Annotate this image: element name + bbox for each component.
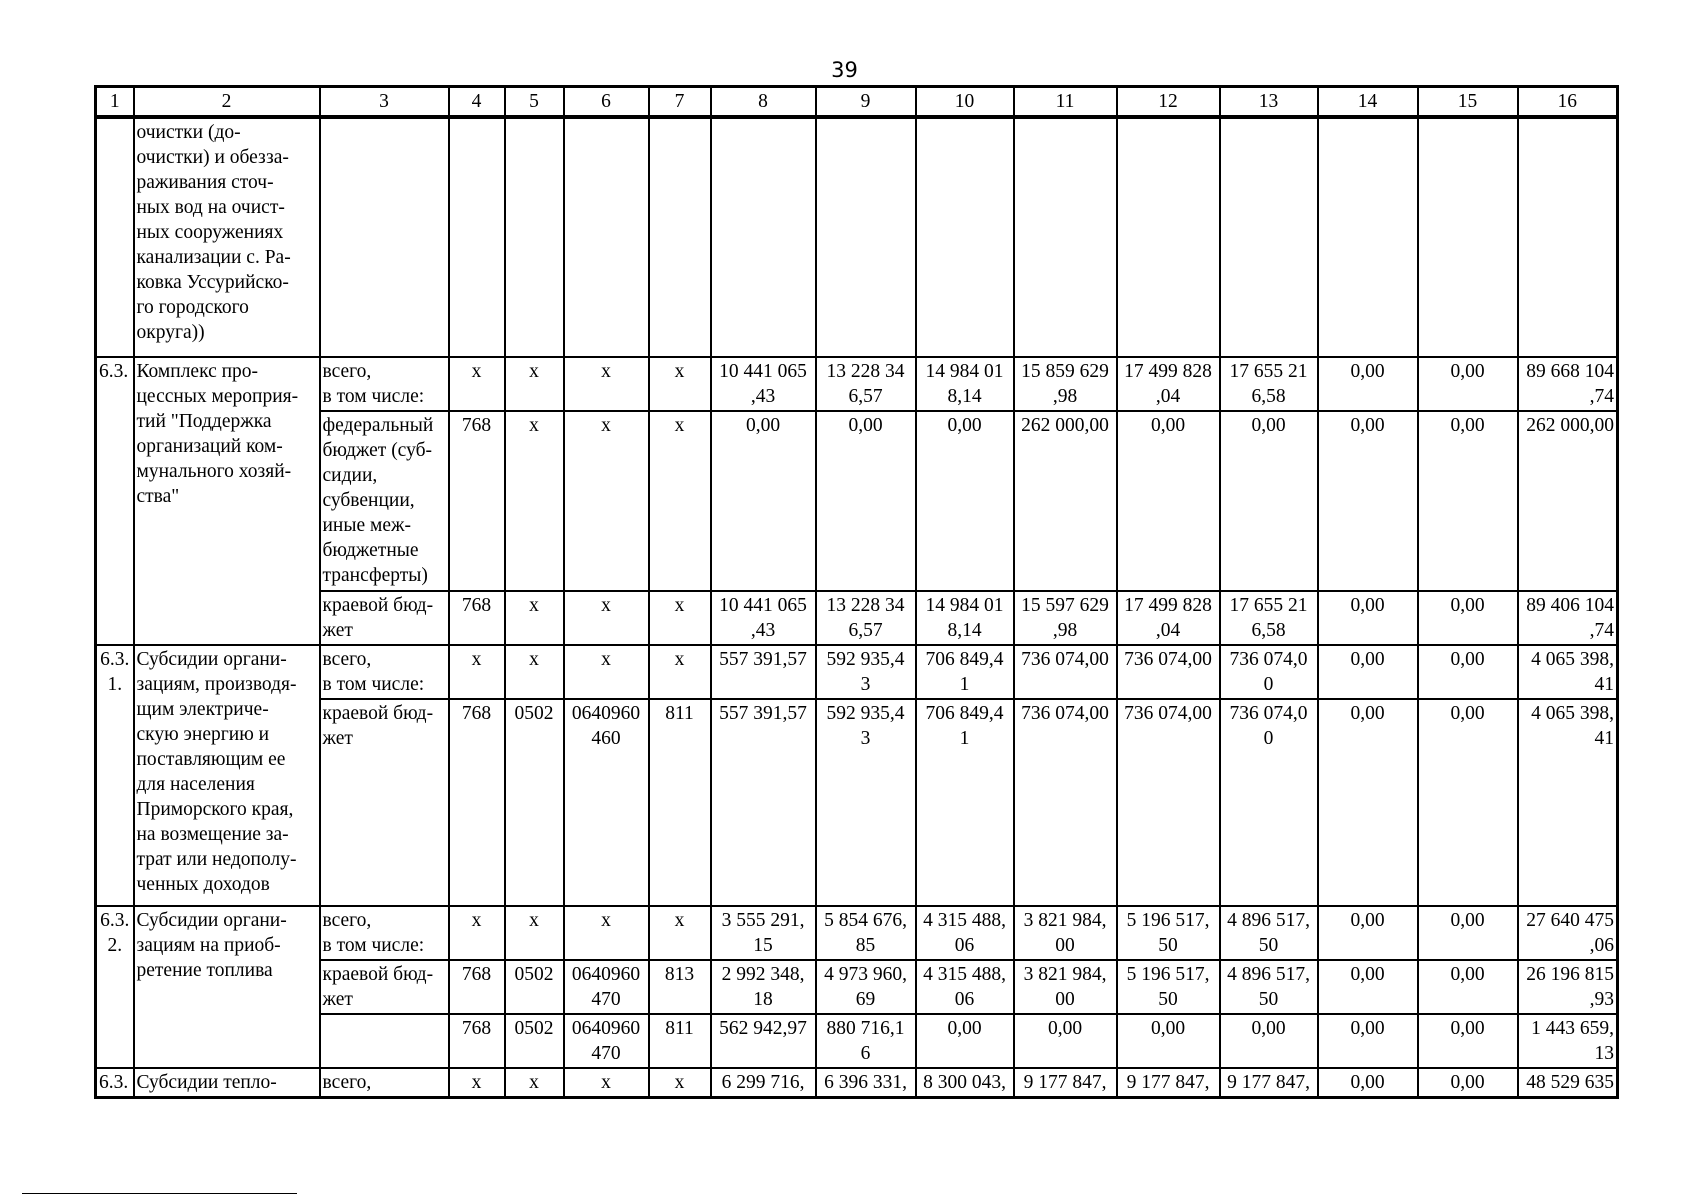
footnote-separator — [22, 1193, 297, 1194]
funding-source-cell: краевой бюд- жет — [320, 960, 449, 1014]
amount-cell: 0,00 — [916, 1014, 1014, 1068]
amount-cell: 736 074,00 — [1014, 699, 1117, 906]
amount-cell: 557 391,57 — [711, 699, 816, 906]
code-cell: 0640960 460 — [564, 699, 649, 906]
amount-cell: 0,00 — [1318, 411, 1418, 591]
amount-cell: 4 973 960, 69 — [816, 960, 916, 1014]
funding-source-cell: федеральный бюджет (суб- сидии, субвенции, иные меж- бюджетные трансферты) — [320, 411, 449, 591]
total-cell: 1 443 659, 13 — [1518, 1014, 1618, 1068]
amount-cell: 17 499 828 ,04 — [1117, 591, 1220, 645]
page-number: 39 — [831, 58, 858, 82]
table-row — [96, 960, 1618, 1014]
code-cell: х — [505, 411, 564, 591]
amount-cell: 10 441 065 ,43 — [711, 357, 816, 411]
item-number-cell — [96, 117, 134, 357]
column-header: 12 — [1117, 87, 1220, 118]
table-row — [96, 591, 1618, 645]
code-cell: 811 — [649, 699, 711, 906]
amount-cell: 0,00 — [1117, 1014, 1220, 1068]
column-header: 11 — [1014, 87, 1117, 118]
amount-cell: 0,00 — [1418, 357, 1518, 411]
code-cell: 0640960 470 — [564, 960, 649, 1014]
code-cell: 768 — [449, 960, 505, 1014]
code-cell: 0502 — [505, 1014, 564, 1068]
column-header: 4 — [449, 87, 505, 118]
amount-cell: 0,00 — [1014, 1014, 1117, 1068]
amount-cell: 0,00 — [1418, 411, 1518, 591]
amount-cell: 6 299 716, — [711, 1068, 816, 1098]
amount-cell: 736 074,00 — [1117, 699, 1220, 906]
amount-cell: 17 655 21 6,58 — [1220, 357, 1318, 411]
amount-cell: 0,00 — [1318, 699, 1418, 906]
code-cell: х — [564, 411, 649, 591]
code-cell: х — [505, 1068, 564, 1098]
funding-source-cell: всего, в том числе: — [320, 906, 449, 960]
amount-cell: 4 896 517, 50 — [1220, 960, 1318, 1014]
amount-cell: 14 984 01 8,14 — [916, 357, 1014, 411]
column-header: 7 — [649, 87, 711, 118]
amount-cell: 0,00 — [1318, 906, 1418, 960]
funding-source-cell: краевой бюд- жет — [320, 591, 449, 645]
amount-cell: 3 821 984, 00 — [1014, 960, 1117, 1014]
item-number-cell: 6.3. — [96, 1068, 134, 1098]
code-cell: х — [649, 411, 711, 591]
total-cell: 48 529 635 — [1518, 1068, 1618, 1098]
funding-source-cell: краевой бюд- жет — [320, 699, 449, 906]
total-cell: 4 065 398, 41 — [1518, 699, 1618, 906]
code-cell: х — [564, 1068, 649, 1098]
column-header: 6 — [564, 87, 649, 118]
column-header: 5 — [505, 87, 564, 118]
code-cell: х — [505, 906, 564, 960]
amount-cell: 14 984 01 8,14 — [916, 591, 1014, 645]
amount-cell: 2 992 348, 18 — [711, 960, 816, 1014]
table-row — [96, 1068, 1618, 1098]
amount-cell: 17 655 21 6,58 — [1220, 591, 1318, 645]
amount-cell: 0,00 — [1318, 591, 1418, 645]
code-cell: 813 — [649, 960, 711, 1014]
column-header: 8 — [711, 87, 816, 118]
amount-cell: 4 896 517, 50 — [1220, 906, 1318, 960]
amount-cell: 557 391,57 — [711, 645, 816, 699]
amount-cell: 10 441 065 ,43 — [711, 591, 816, 645]
column-header: 15 — [1418, 87, 1518, 118]
code-cell: 768 — [449, 591, 505, 645]
amount-cell: 6 396 331, — [816, 1068, 916, 1098]
amount-cell: 3 555 291, 15 — [711, 906, 816, 960]
code-cell: х — [564, 645, 649, 699]
column-header: 10 — [916, 87, 1014, 118]
code-cell: х — [649, 357, 711, 411]
amount-cell: 8 300 043, — [916, 1068, 1014, 1098]
amount-cell: 736 074,0 0 — [1220, 645, 1318, 699]
amount-cell: 0,00 — [1117, 411, 1220, 591]
code-cell: 0640960 470 — [564, 1014, 649, 1068]
code-cell: х — [449, 906, 505, 960]
amount-cell: 706 849,4 1 — [916, 645, 1014, 699]
code-cell: х — [649, 1068, 711, 1098]
item-name-cell: очистки (до- очистки) и обезза- раживания сточ- ных вод на очист- ных сооружениях канализации с. Ра- ковка Уссурийско- го городского округа)) — [134, 117, 320, 357]
amount-cell: 13 228 34 6,57 — [816, 357, 916, 411]
column-header: 14 — [1318, 87, 1418, 118]
item-name-cell: Субсидии тепло- — [134, 1068, 320, 1098]
table-row — [96, 906, 1618, 960]
amount-cell: 706 849,4 1 — [916, 699, 1014, 906]
code-cell: х — [449, 1068, 505, 1098]
amount-cell: 5 854 676, 85 — [816, 906, 916, 960]
table-row — [96, 357, 1618, 411]
funding-source-cell: всего, в том числе: — [320, 357, 449, 411]
amount-cell: 9 177 847, — [1117, 1068, 1220, 1098]
amount-cell: 0,00 — [711, 411, 816, 591]
total-cell: 89 668 104 ,74 — [1518, 357, 1618, 411]
amount-cell: 736 074,00 — [1014, 645, 1117, 699]
item-number-cell: 6.3. 2. — [96, 906, 134, 1068]
amount-cell: 262 000,00 — [1014, 411, 1117, 591]
amount-cell: 0,00 — [1318, 1068, 1418, 1098]
amount-cell: 592 935,4 3 — [816, 699, 916, 906]
code-cell: х — [449, 357, 505, 411]
code-cell: х — [505, 591, 564, 645]
code-cell: х — [649, 645, 711, 699]
amount-cell: 5 196 517, 50 — [1117, 906, 1220, 960]
total-cell: 262 000,00 — [1518, 411, 1618, 591]
code-cell: х — [505, 645, 564, 699]
table-row — [96, 699, 1618, 906]
amount-cell: 0,00 — [1318, 960, 1418, 1014]
amount-cell: 0,00 — [1418, 1014, 1518, 1068]
code-cell: х — [564, 591, 649, 645]
code-cell: х — [564, 357, 649, 411]
code-cell: х — [449, 645, 505, 699]
funding-source-cell: всего, в том числе: — [320, 645, 449, 699]
amount-cell: 736 074,0 0 — [1220, 699, 1318, 906]
amount-cell: 0,00 — [916, 411, 1014, 591]
total-cell: 27 640 475 ,06 — [1518, 906, 1618, 960]
code-cell: х — [649, 591, 711, 645]
amount-cell: 0,00 — [1220, 1014, 1318, 1068]
amount-cell: 4 315 488, 06 — [916, 906, 1014, 960]
amount-cell: 0,00 — [1418, 699, 1518, 906]
amount-cell: 0,00 — [1318, 1014, 1418, 1068]
amount-cell: 736 074,00 — [1117, 645, 1220, 699]
amount-cell: 562 942,97 — [711, 1014, 816, 1068]
item-name-cell: Комплекс про- цессных мероприя- тий "Поддержка организаций ком- мунального хозяй- ства" — [134, 357, 320, 645]
amount-cell: 3 821 984, 00 — [1014, 906, 1117, 960]
table-row — [96, 645, 1618, 699]
amount-cell: 17 499 828 ,04 — [1117, 357, 1220, 411]
code-cell: 768 — [449, 699, 505, 906]
code-cell: 811 — [649, 1014, 711, 1068]
amount-cell: 592 935,4 3 — [816, 645, 916, 699]
code-cell: 0502 — [505, 699, 564, 906]
code-cell: х — [649, 906, 711, 960]
amount-cell: 0,00 — [1418, 960, 1518, 1014]
column-header: 9 — [816, 87, 916, 118]
amount-cell: 0,00 — [1220, 411, 1318, 591]
amount-cell: 5 196 517, 50 — [1117, 960, 1220, 1014]
item-name-cell: Субсидии органи- зациям, производя- щим электриче- скую энергию и поставляющим ее для населения Приморского края, на возмещение за- трат или недополу- ченных доходов — [134, 645, 320, 906]
column-header: 1 — [96, 87, 134, 118]
amount-cell: 0,00 — [1318, 357, 1418, 411]
amount-cell: 0,00 — [1418, 906, 1518, 960]
total-cell: 4 065 398, 41 — [1518, 645, 1618, 699]
amount-cell: 4 315 488, 06 — [916, 960, 1014, 1014]
amount-cell: 15 859 629 ,98 — [1014, 357, 1117, 411]
column-number-row — [96, 87, 1618, 118]
column-header: 16 — [1518, 87, 1618, 118]
code-cell: 0502 — [505, 960, 564, 1014]
item-number-cell: 6.3. — [96, 357, 134, 645]
item-number-cell: 6.3. 1. — [96, 645, 134, 906]
table-row — [96, 411, 1618, 591]
amount-cell: 0,00 — [1418, 1068, 1518, 1098]
total-cell: 89 406 104 ,74 — [1518, 591, 1618, 645]
table-row — [96, 1014, 1618, 1068]
funding-source-cell: всего, — [320, 1068, 449, 1098]
amount-cell: 0,00 — [1418, 645, 1518, 699]
column-header: 3 — [320, 87, 449, 118]
amount-cell: 0,00 — [1318, 645, 1418, 699]
amount-cell: 13 228 34 6,57 — [816, 591, 916, 645]
code-cell: х — [564, 906, 649, 960]
amount-cell: 0,00 — [816, 411, 916, 591]
funding-source-cell — [320, 1014, 449, 1068]
column-header: 2 — [134, 87, 320, 118]
column-header: 13 — [1220, 87, 1318, 118]
table-row — [96, 117, 1618, 357]
total-cell: 26 196 815 ,93 — [1518, 960, 1618, 1014]
amount-cell: 9 177 847, — [1014, 1068, 1117, 1098]
budget-table — [94, 85, 1619, 1099]
amount-cell: 880 716,1 6 — [816, 1014, 916, 1068]
amount-cell: 15 597 629 ,98 — [1014, 591, 1117, 645]
item-name-cell: Субсидии органи- зациям на приоб- ретение топлива — [134, 906, 320, 1068]
amount-cell: 9 177 847, — [1220, 1068, 1318, 1098]
amount-cell: 0,00 — [1418, 591, 1518, 645]
code-cell: 768 — [449, 1014, 505, 1068]
code-cell: 768 — [449, 411, 505, 591]
code-cell: х — [505, 357, 564, 411]
